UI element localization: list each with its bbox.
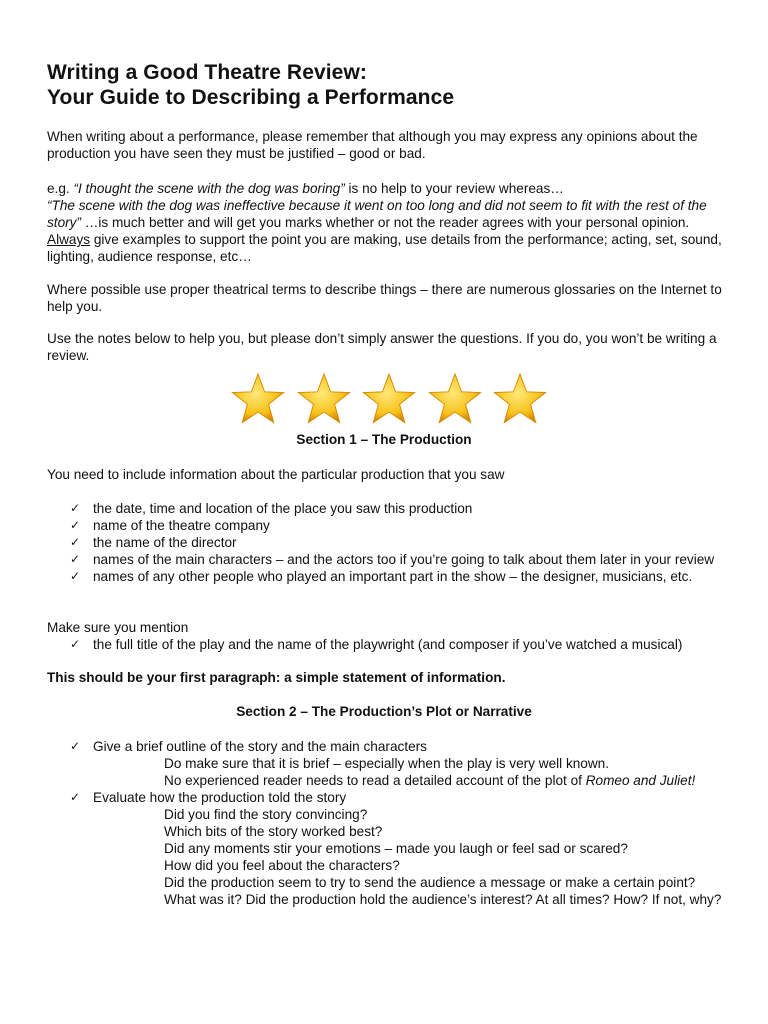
checkmark-icon: ✓ — [70, 569, 81, 583]
terms-paragraph: Where possible use proper theatrical terms to describe things – there are numerous glossaries on the Internet to help you. — [47, 282, 722, 314]
sub-question: Did any moments stir your emotions – made you laugh or feel sad or scared? — [164, 841, 628, 856]
checklist-item — [70, 636, 740, 653]
star-icon — [228, 373, 288, 425]
example-prefix: e.g. — [47, 181, 74, 196]
checkmark-icon: ✓ — [70, 518, 81, 532]
checkmark-icon: ✓ — [70, 501, 81, 515]
star-icon — [294, 373, 354, 425]
notes-paragraph: Use the notes below to help you, but please don’t simply answer the questions. If you do, you won’t be writing a review. — [47, 331, 717, 363]
sub-question — [93, 772, 740, 789]
checklist-item-text: the date, time and location of the place you saw this production — [93, 501, 473, 516]
star-icon — [490, 373, 550, 425]
example-rest-1: …is much better and will get you marks whether or not the reader agrees with your personal opinion. — [80, 215, 690, 230]
example-middle: is no help to your review whereas… — [344, 181, 564, 196]
checkmark-icon: ✓ — [70, 552, 81, 566]
example-good-quote: “The scene with the dog was ineffective because it went on too long and did not seem to fit with the rest of the story” — [47, 198, 707, 230]
section-2-heading: Section 2 – The Production’s Plot or Narrative — [236, 704, 532, 719]
checklist-item — [70, 789, 740, 908]
star-icon — [359, 373, 419, 425]
always-underlined: Always — [47, 232, 91, 247]
star-rating — [228, 373, 550, 425]
checklist-item — [70, 738, 740, 789]
sub-question-text: No experienced reader needs to read a detailed account of the plot of — [164, 773, 586, 788]
mention-checklist — [70, 636, 740, 653]
section-2-checklist — [70, 738, 740, 908]
checkmark-icon: ✓ — [70, 535, 81, 549]
title-line-2: Your Guide to Describing a Performance — [47, 86, 455, 109]
checklist-item-text: the name of the director — [93, 535, 237, 550]
section-1-intro: You need to include information about the particular production that you saw — [47, 467, 505, 482]
checklist-item-text: Evaluate how the production told the story — [93, 790, 347, 805]
checkmark-icon: ✓ — [70, 739, 81, 753]
checkmark-icon: ✓ — [70, 790, 81, 804]
section-1-heading: Section 1 – The Production — [296, 432, 472, 447]
title-line-1: Writing a Good Theatre Review: — [47, 61, 367, 84]
sub-question: Did the production seem to try to send the audience a message or make a certain point? — [164, 875, 696, 890]
checklist-item-text: Give a brief outline of the story and the main characters — [93, 739, 427, 754]
checklist-item — [70, 551, 740, 568]
checklist-item — [70, 500, 740, 517]
example-paragraph — [47, 180, 727, 265]
section-1-checklist — [70, 500, 740, 585]
sub-question: How did you feel about the characters? — [164, 858, 400, 873]
mention-label: Make sure you mention — [47, 620, 189, 635]
checklist-item-text: name of the theatre company — [93, 518, 270, 533]
checklist-item — [70, 517, 740, 534]
checklist-item-text: names of any other people who played an important part in the show – the designer, musicians, etc. — [93, 569, 693, 584]
example-bad-quote: “I thought the scene with the dog was boring” — [73, 181, 345, 196]
sub-question: Do make sure that it is brief – especially when the play is very well known. — [164, 756, 610, 771]
sub-question: Did you find the story convincing? — [164, 807, 368, 822]
checklist-item — [70, 534, 740, 551]
first-paragraph-note: This should be your first paragraph: a simple statement of information. — [47, 670, 506, 685]
page-title — [47, 60, 454, 110]
checklist-item — [70, 568, 740, 585]
star-icon — [425, 373, 485, 425]
sub-question: What was it? Did the production hold the audience’s interest? At all times? How? If not, why? — [164, 892, 722, 907]
checklist-item-text: the full title of the play and the name of the playwright (and composer if you’ve watched a musical) — [93, 637, 683, 652]
sub-question: Which bits of the story worked best? — [164, 824, 383, 839]
example-rest-2: give examples to support the point you are making, use details from the performance; acting, set, sound, lighting, audience response, etc… — [47, 232, 722, 264]
checklist-item-text: names of the main characters – and the actors too if you’re going to talk about them later in your review — [93, 552, 715, 567]
play-title: Romeo and Juliet! — [585, 773, 696, 788]
checkmark-icon: ✓ — [70, 637, 81, 651]
intro-paragraph: When writing about a performance, please remember that although you may express any opinions about the production you have seen they must be justified – good or bad. — [47, 129, 698, 161]
